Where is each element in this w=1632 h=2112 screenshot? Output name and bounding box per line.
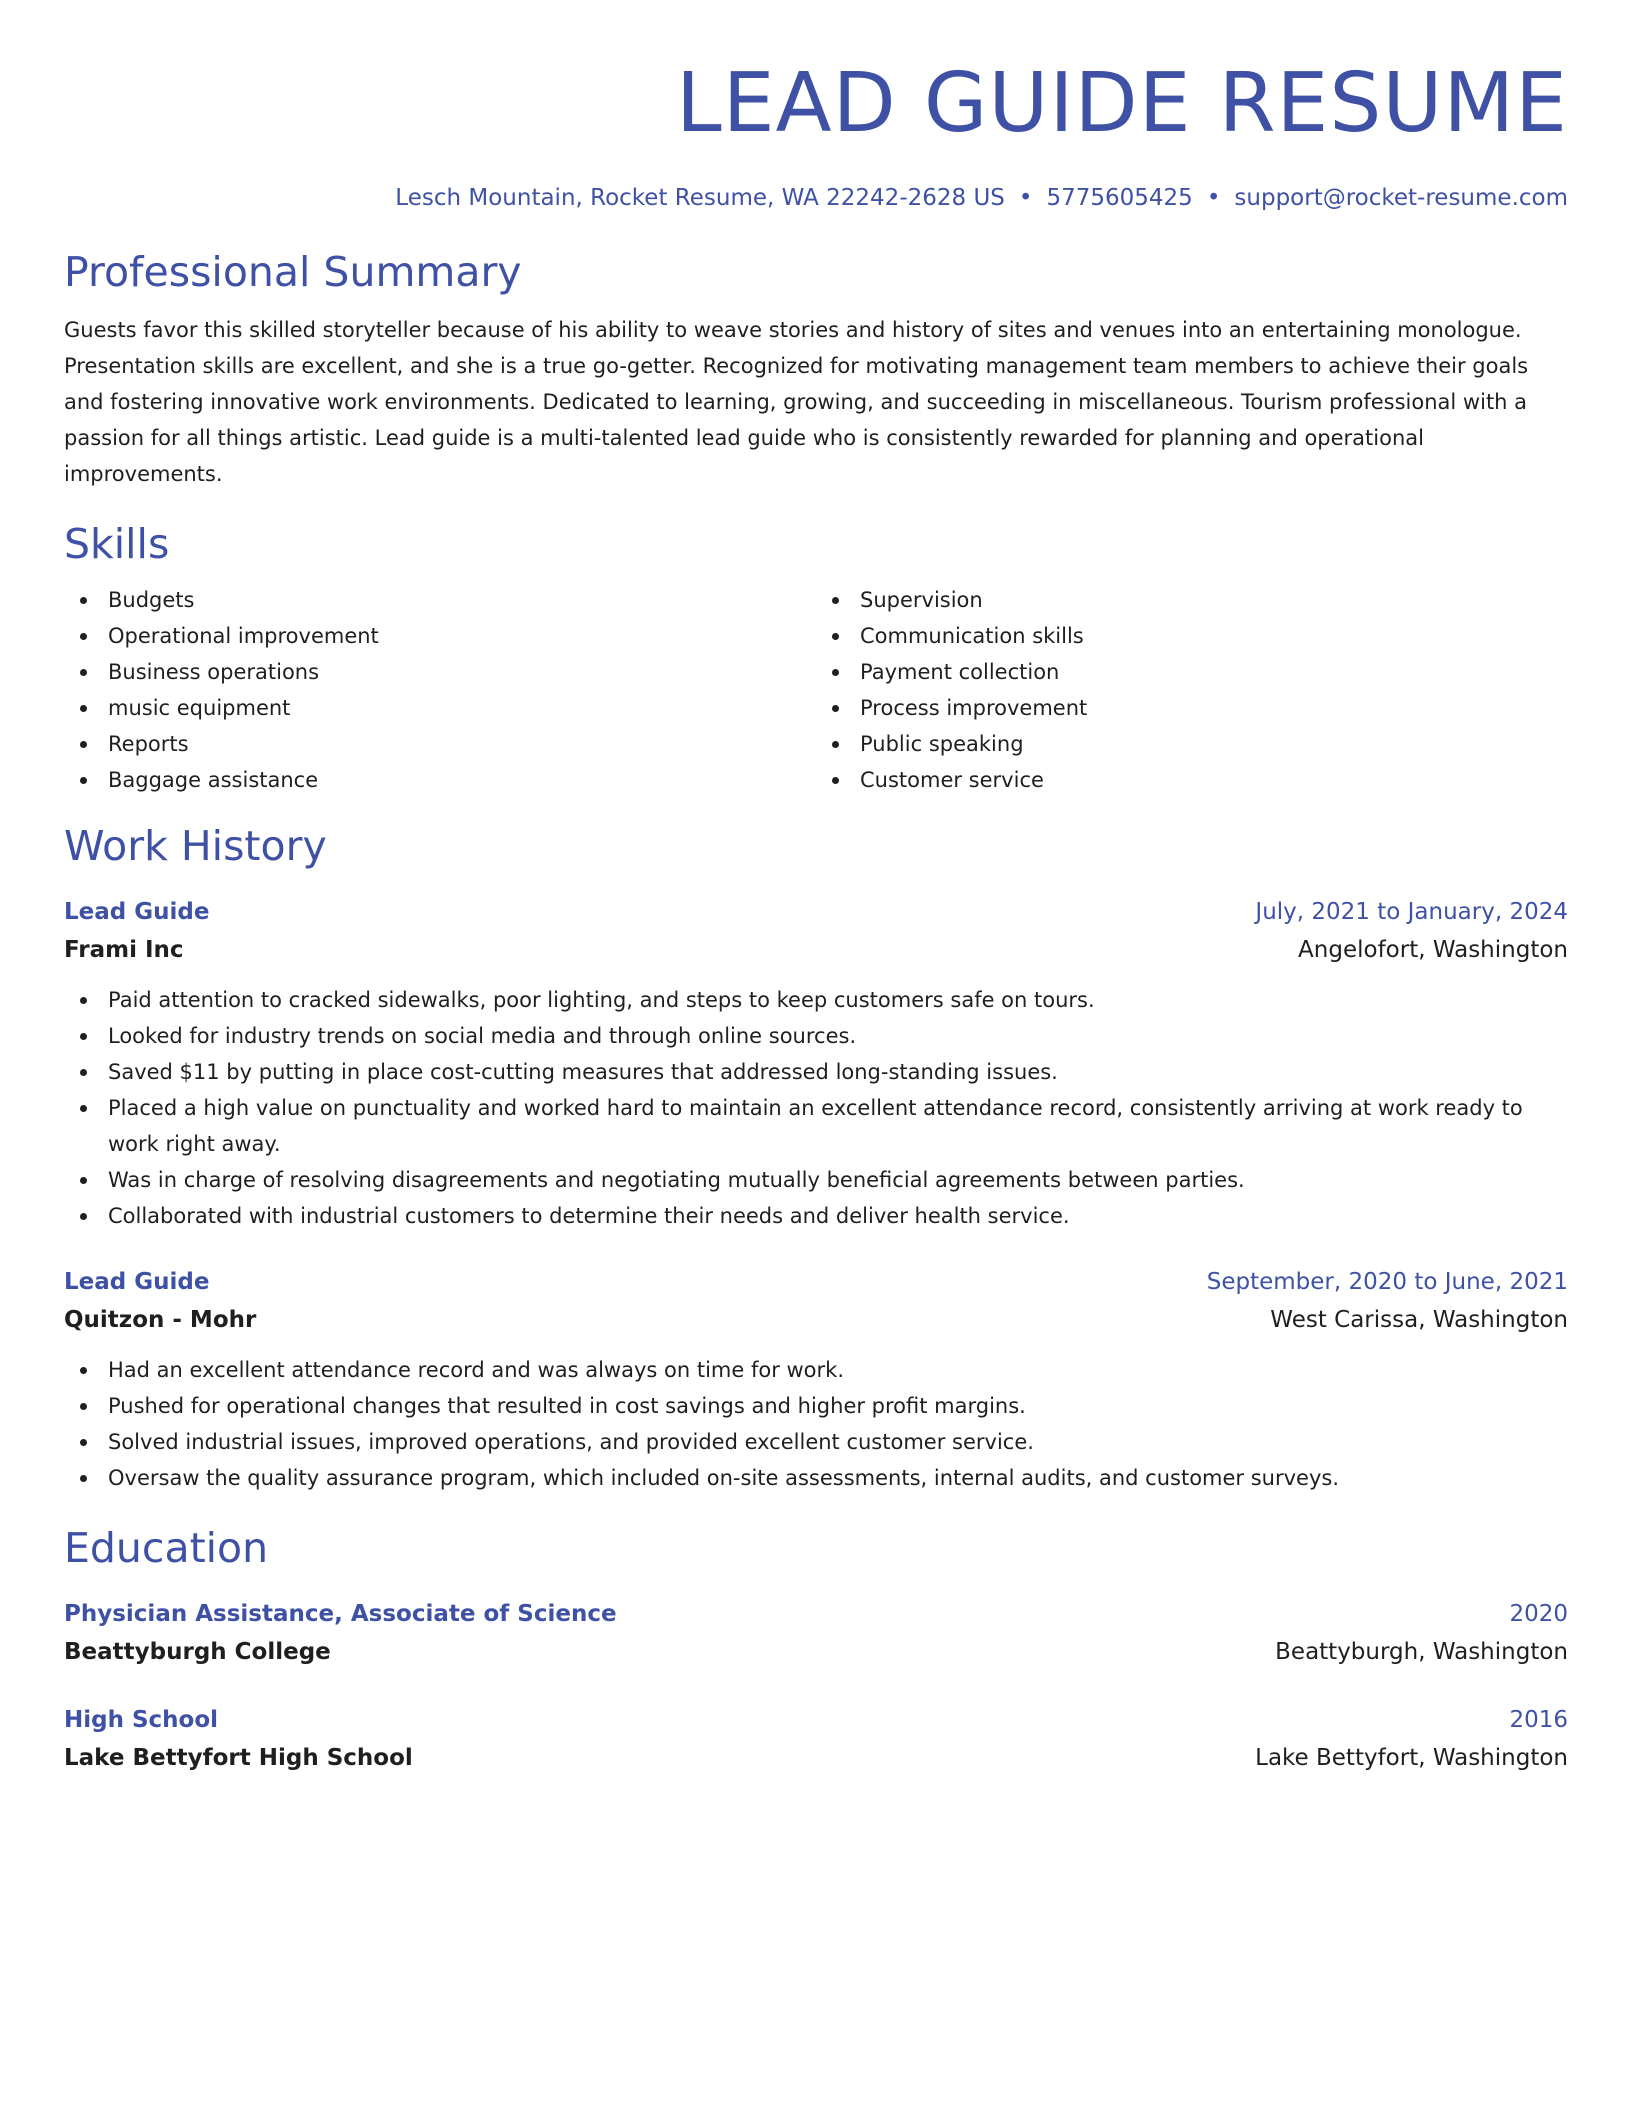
skill-item: Customer service [816, 762, 1568, 798]
skill-item: Business operations [64, 654, 816, 690]
education-header-row [64, 1702, 1568, 1738]
job-bullet: Saved $11 by putting in place cost-cutting measures that addressed long-standing issues. [64, 1054, 1568, 1090]
job-bullet: Collaborated with industrial customers to determine their needs and deliver health service. [64, 1198, 1568, 1234]
job-entry [64, 1264, 1568, 1496]
job-location: Angelofort, Washington [1298, 937, 1568, 963]
job-dates: July, 2021 to January, 2024 [1255, 899, 1568, 925]
job-dates: September, 2020 to June, 2021 [1206, 1269, 1568, 1295]
education-location: Beattyburgh, Washington [1275, 1639, 1568, 1665]
skill-item: Process improvement [816, 690, 1568, 726]
job-bullet: Was in charge of resolving disagreements and negotiating mutually beneficial agreements between parties. [64, 1162, 1568, 1198]
job-bullet: Looked for industry trends on social media and through online sources. [64, 1018, 1568, 1054]
skill-item: music equipment [64, 690, 816, 726]
job-location: West Carissa, Washington [1270, 1307, 1568, 1333]
skill-item: Operational improvement [64, 618, 816, 654]
skill-item: Baggage assistance [64, 762, 816, 798]
summary-section-title: Professional Summary [64, 248, 522, 296]
work-history-section-title: Work History [64, 822, 327, 870]
contact-separator: • [1018, 185, 1033, 211]
education-year: 2020 [1509, 1601, 1568, 1627]
skill-item: Budgets [64, 582, 816, 618]
contact-email: support@rocket-resume.com [1234, 185, 1568, 211]
education-section-title: Education [64, 1524, 269, 1572]
job-bullet: Paid attention to cracked sidewalks, poor lighting, and steps to keep customers safe on tours. [64, 982, 1568, 1018]
education-location: Lake Bettyfort, Washington [1255, 1745, 1568, 1771]
job-role: Lead Guide [64, 899, 210, 925]
job-entry [64, 894, 1568, 1234]
job-bullet: Placed a high value on punctuality and worked hard to maintain an excellent attendance record, consistently arriving at work ready to work right away. [64, 1090, 1568, 1162]
education-entry [64, 1596, 1568, 1672]
skills-list-left [64, 582, 816, 798]
job-bullet: Oversaw the quality assurance program, which included on-site assessments, internal audits, and customer surveys. [64, 1460, 1568, 1496]
education-school-row [64, 1738, 1568, 1778]
skill-item: Public speaking [816, 726, 1568, 762]
contact-separator: • [1206, 185, 1221, 211]
education-school-row [64, 1632, 1568, 1672]
contact-line [64, 182, 1568, 214]
job-bullets [64, 1352, 1568, 1496]
skill-item: Payment collection [816, 654, 1568, 690]
skills-column-left [64, 582, 816, 798]
job-bullet: Had an excellent attendance record and was always on time for work. [64, 1352, 1568, 1388]
education-entry [64, 1702, 1568, 1778]
education-degree: Physician Assistance, Associate of Science [64, 1601, 617, 1627]
skill-item: Communication skills [816, 618, 1568, 654]
education-degree: High School [64, 1707, 219, 1733]
skills-section-title: Skills [64, 520, 170, 568]
education-year: 2016 [1509, 1707, 1568, 1733]
job-company-row [64, 1300, 1568, 1340]
resume-title: LEAD GUIDE RESUME [676, 56, 1568, 151]
contact-address: Lesch Mountain, Rocket Resume, WA 22242-2628 US [395, 185, 1005, 211]
summary-text: Guests favor this skilled storyteller because of his ability to weave stories and history of sites and venues into an entertaining monologue. Presentation skills are excellent, and she is a true go-getter. Recognized for motivating management team members to achieve their goals and fostering innovative work environments. Dedicated to learning, growing, and succeeding in miscellaneous. Tourism professional with a passion for all things artistic. Lead guide is a multi-talented lead guide who is consistently rewarded for planning and operational improvements. [64, 318, 1529, 486]
job-role: Lead Guide [64, 1269, 210, 1295]
job-company-row [64, 930, 1568, 970]
job-header-row [64, 894, 1568, 930]
education-school: Beattyburgh College [64, 1639, 331, 1665]
skills-list-right [816, 582, 1568, 798]
contact-phone: 5775605425 [1046, 185, 1193, 211]
skills-column-right [816, 582, 1568, 798]
job-bullets [64, 982, 1568, 1234]
education-header-row [64, 1596, 1568, 1632]
job-bullet: Pushed for operational changes that resulted in cost savings and higher profit margins. [64, 1388, 1568, 1424]
job-company: Quitzon - Mohr [64, 1307, 257, 1333]
skill-item: Supervision [816, 582, 1568, 618]
skill-item: Reports [64, 726, 816, 762]
skills-grid [64, 582, 1568, 798]
education-school: Lake Bettyfort High School [64, 1745, 413, 1771]
resume-header [64, 56, 1568, 214]
job-bullet: Solved industrial issues, improved operations, and provided excellent customer service. [64, 1424, 1568, 1460]
job-header-row [64, 1264, 1568, 1300]
job-company: Frami Inc [64, 937, 184, 963]
